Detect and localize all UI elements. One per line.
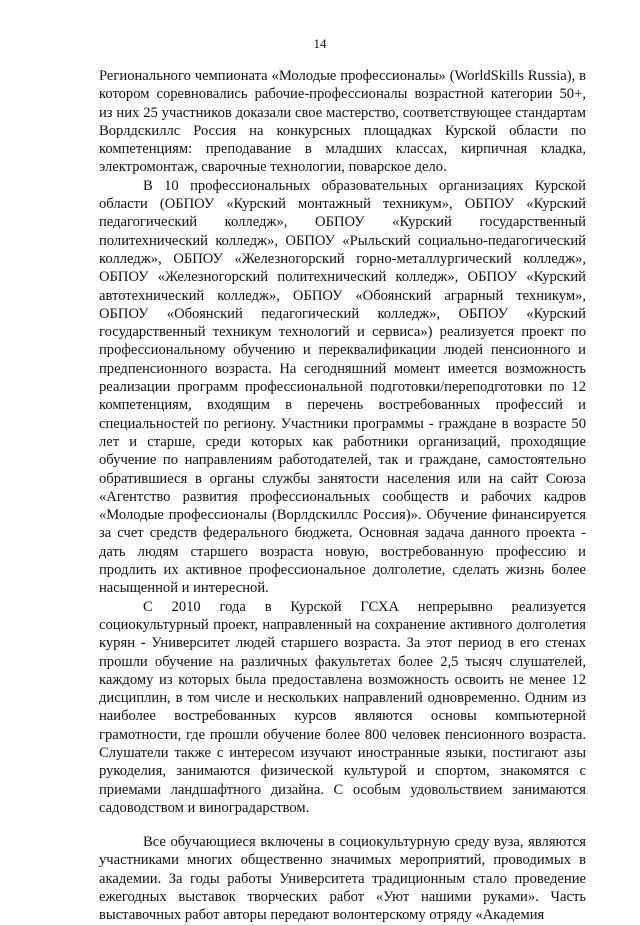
paragraph-2: В 10 профессиональных образовательных организациях Курской области (ОБПОУ «Курский монтажный техникум», ОБПОУ «Курский педагогический колледж», ОБПОУ «Курский государственный политехнический колледж», ОБПОУ «Рыльский социально-педагогический колледж», ОБПОУ «Железногорский горно-металлургический колледж», ОБПОУ «Железногорский политехнический колледж», ОБПОУ «Курский автотехнический колледж», ОБПОУ «Обоянский аграрный техникум», ОБПОУ «Обоянский педагогический колледж», ОБПОУ «Курский государственный техникум технологий и сервиса») реализуется проект по профессиональному обучению и переквалификации людей пенсионного и предпенсионного возраста. На сегодняшний момент имеется возможность реализации программ профессиональной подготовки/переподготовки по 12 компетенциям, входящим в перечень востребованных профессий и специальностей по региону. Участники программы - граждане в возрасте 50 лет и старше, среди которых как работники организаций, проходящие обучение по направлениям работодателей, так и граждане, самостоятельно обратившиеся в органы службы занятости населения или на сайт Союза «Агентство развития профессиональных сообществ и рабочих кадров «Молодые профессионалы (Ворлдскиллс Россия)». Обучение финансируется за счет средств федерального бюджета. Основная задача данного проекта - дать людям старшего возраста новую, востребованную профессию и продлить их активное профессиональное долголетие, сделать жизнь более насыщенной и интересной. bbox=[99, 177, 586, 597]
paragraph-4: Все обучающиеся включены в социокультурную среду вуза, являются участниками многих общественно значимых мероприятий, проводимых в академии. За годы работы Университета традиционным стало проведение ежегодных выставок творческих работ «Уют нашими руками». Часть выставочных работ авторы передают волонтерскому отряду «Академия bbox=[99, 834, 586, 924]
page-number: 14 bbox=[313, 36, 327, 51]
document-body bbox=[99, 67, 586, 925]
paragraph-3: С 2010 года в Курской ГСХА непрерывно реализуется социокультурный проект, направленный на сохранение активного долголетия курян - Университет людей старшего возраста. За этот период в его стенах прошли обучение на различных факультетах более 2,5 тысяч слушателей, каждому из которых была предоставлена возможность освоить не менее 12 дисциплин, в том числе и нескольких направлений одновременно. Одним из наиболее востребованных курсов являются основы компьютерной грамотности, где прошли обучение более 800 человек пенсионного возраста. Слушатели также с интересом изучают иностранные языки, постигают азы рукоделия, занимаются физической культурой и спортом, знакомятся с приемами ландшафтного дизайна. С особым удовольствием занимаются садоводством и виноградарством. bbox=[99, 598, 586, 816]
paragraph-1: Регионального чемпионата «Молодые профессионалы» (WorldSkills Russia), в котором соревновались рабочие-профессионалы возрастной категории 50+, из них 25 участников доказали свое мастерство, соответствующее стандартам Ворлдскиллс Россия на конкурсных площадках Курской области по компетенциям: преподавание в младших классах, кирпичная кладка, электромонтаж, сварочные технологии, поварское дело. bbox=[99, 68, 586, 176]
